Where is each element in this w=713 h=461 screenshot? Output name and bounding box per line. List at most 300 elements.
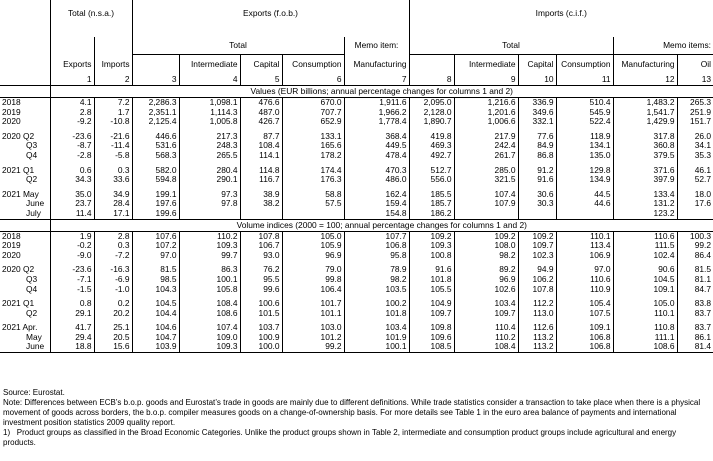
table-cell (556, 209, 613, 219)
section-values-label: Values (EUR billions; annual percentage changes for columns 1 and 2) (50, 86, 713, 98)
row-label: 2021 Apr. (0, 323, 50, 333)
column-number: 3 (132, 75, 179, 86)
footnote-1: 1) Product groups as classified in the Broad Economic Categories. Unlike the product groups shown in Table 2, intermediate and consumption product groups include agricultural and energy products. (3, 428, 677, 447)
corner-cell (0, 0, 50, 37)
table-cell: 379.5 (613, 151, 677, 161)
table-cell: 134.1 (556, 141, 613, 151)
table-cell: 129.8 (556, 166, 613, 176)
table-cell: 84.7 (694, 284, 712, 294)
column-number: 7 (344, 75, 409, 86)
table-row (0, 141, 713, 151)
table-cell: 2.8 (94, 231, 132, 241)
table-cell: 1,483.2 (613, 98, 677, 108)
table-row (0, 98, 713, 108)
table-cell: 98.2 (344, 275, 409, 285)
table-cell: 104.5 (613, 275, 677, 285)
table-cell: 1.9 (50, 231, 94, 241)
table-cell: 109.7 (409, 309, 454, 319)
column-number: 11 (556, 75, 613, 86)
table-cell: 101.8 (409, 275, 454, 285)
table-cell: 7.2 (94, 98, 132, 108)
header-imp-capital: Capital (518, 55, 556, 76)
table-row (0, 190, 713, 200)
table-cell: 110.4 (454, 323, 518, 333)
table-cell: 135.0 (556, 151, 613, 161)
table-cell: 106.8 (556, 333, 613, 343)
header-imports: Imports (94, 55, 132, 76)
table-cell: 107.2 (132, 241, 179, 251)
table-cell: 113.2 (518, 333, 556, 343)
definition-note: Note: Differences between ECB’s b.o.p. goods and Eurostat’s trade in goods are mainly due to different definitions. While trade statistics consider a transaction to take place when there is a physical movement of goods across borders, the b.o.p. compiler measures goods on a change-of-ownership basis. For more details see Table 1 in the euro area balance of payments and international investment position statistics 2009 quality report. (3, 398, 701, 427)
table-cell (454, 209, 518, 219)
table-cell: 1,778.4 (344, 117, 409, 127)
section-values (0, 86, 713, 98)
source-note: Source: Eurostat. (3, 388, 65, 397)
table-cell: 86.3 (179, 265, 240, 275)
table-cell: 100.2 (344, 299, 409, 309)
table-cell: 97.3 (179, 190, 240, 200)
table-cell: 104.5 (132, 299, 179, 309)
table-cell: 1,005.8 (179, 117, 240, 127)
header-exp-intermediate: Intermediate (179, 55, 240, 76)
table-cell: 478.4 (344, 151, 409, 161)
table-cell: 652.9 (282, 117, 344, 127)
table-cell: 106.4 (282, 285, 344, 295)
table-cell: 469.3 (409, 141, 454, 151)
table-cell: 30.6 (518, 190, 556, 200)
row-label: Q4 (0, 285, 50, 295)
table-cell: 108.6 (613, 342, 677, 352)
table-cell: 87.7 (240, 132, 282, 142)
table-cell: 102.6 (454, 285, 518, 295)
table-cell: 2,351.1 (132, 108, 179, 118)
table-cell: -10.8 (94, 117, 132, 127)
table-notes (3, 388, 709, 448)
table-cell: 91.6 (518, 175, 556, 185)
table-cell: 105.9 (282, 241, 344, 251)
row-label: Q2 (0, 309, 50, 319)
column-number: 1 (50, 75, 94, 86)
table-cell: 84.9 (518, 141, 556, 151)
table-cell: 470.3 (344, 166, 409, 176)
header-exports: Exports (50, 55, 94, 76)
table-cell: 99.8 (282, 275, 344, 285)
header-exports-memo: Memo item: (344, 37, 409, 55)
table-cell: 77.6 (518, 132, 556, 142)
row-label: 2021 Q1 (0, 299, 50, 309)
table-cell: 109.7 (518, 241, 556, 251)
table-cell: 46.1 (694, 165, 712, 175)
table-cell: 15.6 (94, 342, 132, 352)
table-cell: 81.4 (677, 342, 713, 352)
table-cell: 111.1 (613, 333, 677, 343)
table-cell (282, 209, 344, 219)
table-row (0, 199, 713, 209)
table-cell: 107.7 (344, 231, 409, 241)
table-cell: 113.0 (518, 309, 556, 319)
table-cell: 107.8 (240, 231, 282, 241)
table-cell: 17.6 (694, 199, 712, 209)
table-cell: -9.0 (50, 251, 94, 261)
table-cell: 217.3 (179, 132, 240, 142)
table-cell: 102.3 (518, 251, 556, 261)
table-cell: 101.2 (282, 333, 344, 343)
table-cell: 110.2 (179, 231, 240, 241)
table-cell: 99.2 (694, 241, 712, 251)
table-cell: 108.5 (409, 342, 454, 352)
table-cell: -5.8 (94, 151, 132, 161)
table-cell: 29.1 (50, 309, 94, 319)
table-cell: 199.6 (132, 209, 179, 219)
table-cell: 100.8 (409, 251, 454, 261)
table-cell: 113.2 (518, 342, 556, 352)
table-cell: 2,095.0 (409, 98, 454, 108)
column-number: 8 (409, 75, 454, 86)
table-body (0, 86, 713, 353)
table-cell: 1,911.6 (344, 98, 409, 108)
table-cell: 109.2 (518, 231, 556, 241)
table-cell: 109.3 (179, 342, 240, 352)
table-cell: 28.4 (94, 199, 132, 209)
table-cell: 52.7 (694, 175, 712, 185)
table-cell: 81.5 (694, 265, 712, 275)
table-cell: 0.3 (94, 241, 132, 251)
table-cell: 57.5 (282, 199, 344, 209)
row-label: 2021 May (0, 190, 50, 200)
table-cell: 568.3 (132, 151, 179, 161)
table-cell: 419.8 (409, 132, 454, 142)
table-cell: 1,966.2 (344, 108, 409, 118)
table-cell: 17.1 (94, 209, 132, 219)
table-cell: -8.7 (50, 141, 94, 151)
table-cell: 486.0 (344, 175, 409, 185)
table-cell: 104.6 (132, 323, 179, 333)
table-cell: 186.2 (409, 209, 454, 219)
table-cell: -1.0 (94, 285, 132, 295)
table-cell: 102.4 (613, 251, 677, 261)
table-cell: 110.2 (454, 333, 518, 343)
row-label: 2020 (0, 117, 50, 127)
table-cell: 670.0 (282, 98, 344, 108)
table-cell: 217.9 (454, 132, 518, 142)
table-cell: 280.4 (179, 166, 240, 176)
table-cell: 91.2 (518, 166, 556, 176)
table-cell: 34.9 (94, 190, 132, 200)
table-cell (179, 209, 240, 219)
header-imports-memo: Memo items: (613, 37, 713, 55)
table-cell: 0.2 (94, 299, 132, 309)
table-cell: 251.9 (690, 107, 712, 117)
table-cell: 103.9 (132, 342, 179, 352)
header-total-nsa: Total (n.s.a.) (50, 0, 132, 37)
table-row (0, 299, 713, 309)
table-cell: 0.3 (94, 166, 132, 176)
table-cell: 1,201.6 (454, 108, 518, 118)
row-label: 2019 (0, 108, 50, 118)
header-exp-manufacturing: Manufacturing (344, 55, 409, 76)
table-cell: 487.0 (240, 108, 282, 118)
table-cell: 185.7 (409, 199, 454, 209)
table-cell: 58.8 (282, 190, 344, 200)
table-row (0, 265, 713, 275)
table-row (0, 108, 713, 118)
table-cell: 18.8 (50, 342, 94, 352)
table-cell: 134.9 (556, 175, 613, 185)
table-cell: 93.0 (240, 251, 282, 261)
table-cell: 0.6 (50, 166, 94, 176)
table-cell: 349.6 (518, 108, 556, 118)
table-cell: 449.5 (344, 141, 409, 151)
table-cell: 531.6 (132, 141, 179, 151)
table-cell: 83.7 (694, 323, 712, 333)
table-cell: 96.9 (454, 275, 518, 285)
table-cell: 100.9 (240, 333, 282, 343)
table-cell: 101.1 (282, 309, 344, 319)
table-cell: 29.4 (50, 333, 94, 343)
table-cell: 23.7 (50, 199, 94, 209)
table-cell: 30.3 (518, 199, 556, 209)
table-cell: 91.6 (409, 265, 454, 275)
table-cell: 332.1 (518, 117, 556, 127)
table-cell: 97.0 (132, 251, 179, 261)
table-cell: 108.6 (179, 309, 240, 319)
row-label: 2018 (0, 98, 50, 108)
table-cell: 98.5 (132, 275, 179, 285)
table-cell: 81.1 (694, 274, 712, 284)
table-cell: 104.4 (132, 309, 179, 319)
table-cell: 105.0 (282, 231, 344, 241)
table-cell: 34.3 (50, 175, 94, 185)
table-cell: 20.2 (94, 309, 132, 319)
table-row (0, 285, 713, 295)
table-cell: 107.9 (454, 199, 518, 209)
table-cell: 317.8 (613, 132, 677, 142)
table-cell: 101.9 (344, 333, 409, 343)
table-cell: 185.5 (409, 190, 454, 200)
table-cell: -16.3 (94, 265, 132, 275)
table-cell: 107.8 (518, 285, 556, 295)
table-cell: -0.2 (50, 241, 94, 251)
table-cell: 86.4 (694, 250, 712, 260)
row-label: 2019 (0, 241, 50, 251)
table-cell: 2.8 (50, 108, 94, 118)
table-cell: 89.2 (454, 265, 518, 275)
table-cell: 104.9 (409, 299, 454, 309)
table-cell: 33.6 (94, 175, 132, 185)
column-number: 9 (454, 75, 518, 86)
table-cell (518, 209, 556, 219)
table-cell: 248.3 (179, 141, 240, 151)
table-cell: -1.5 (50, 285, 94, 295)
table-cell: 197.6 (132, 199, 179, 209)
table-cell: 1,216.6 (454, 98, 518, 108)
table-cell: 105.5 (409, 285, 454, 295)
table-cell: 113.4 (556, 241, 613, 251)
table-cell: 104.7 (132, 333, 179, 343)
column-number: 13 (677, 75, 713, 86)
table-cell: 109.2 (454, 231, 518, 241)
table-cell: 99.2 (282, 342, 344, 352)
column-number: 4 (179, 75, 240, 86)
table-cell: 162.4 (344, 190, 409, 200)
table-cell: 109.1 (613, 285, 677, 295)
table-cell: 106.8 (344, 241, 409, 251)
table-cell: 108.4 (454, 342, 518, 352)
table-cell: 96.9 (282, 251, 344, 261)
table-cell: -23.6 (50, 265, 94, 275)
table-cell: 106.7 (240, 241, 282, 251)
table-cell: 35.3 (694, 150, 712, 160)
table-cell: 336.9 (518, 98, 556, 108)
table-cell: 107.5 (556, 309, 613, 319)
table-cell: 41.7 (50, 323, 94, 333)
column-number: 5 (240, 75, 282, 86)
table-cell: 133.1 (282, 132, 344, 142)
table-cell: 103.5 (344, 285, 409, 295)
table-cell: 101.5 (240, 309, 282, 319)
table-cell: 11.4 (50, 209, 94, 219)
row-label: 2021 Q1 (0, 166, 50, 176)
table-cell: 18.0 (694, 189, 712, 199)
table-cell: 108.4 (179, 299, 240, 309)
table-cell: 100.0 (240, 342, 282, 352)
table-cell: 99.6 (240, 285, 282, 295)
row-label: Q2 (0, 175, 50, 185)
table-cell: 111.5 (613, 241, 677, 251)
table-row (0, 241, 713, 251)
table-cell: 107.4 (179, 323, 240, 333)
table-cell: 109.3 (179, 241, 240, 251)
table-row (0, 275, 713, 285)
table-cell: 103.4 (454, 299, 518, 309)
row-label: July (0, 209, 50, 219)
table-cell: 34.1 (694, 141, 712, 151)
table-cell: 86.1 (694, 332, 712, 342)
section-volumes (0, 219, 713, 231)
table-cell: 105.0 (613, 299, 677, 309)
header-imp-consumption: Consumption (556, 55, 613, 76)
row-label: June (0, 199, 50, 209)
table-cell: 101.7 (282, 299, 344, 309)
table-cell: 285.0 (454, 166, 518, 176)
table-cell: -7.2 (94, 251, 132, 261)
table-cell: 133.4 (613, 190, 677, 200)
table-cell: 114.8 (240, 166, 282, 176)
table-cell: 426.7 (240, 117, 282, 127)
table-row (0, 251, 713, 261)
table-cell: -21.6 (94, 132, 132, 142)
header-imp-oil: Oil (700, 59, 712, 70)
table-cell: 106.8 (556, 342, 613, 352)
table-cell: 261.7 (454, 151, 518, 161)
table-cell: 95.8 (344, 251, 409, 261)
table-cell: 112.2 (518, 299, 556, 309)
table-row (0, 117, 713, 127)
row-label: June (0, 342, 50, 352)
table-row (0, 323, 713, 333)
table-cell: -11.4 (94, 141, 132, 151)
table-cell: 159.4 (344, 199, 409, 209)
table-cell: 76.2 (240, 265, 282, 275)
header-exports-fob: Exports (f.o.b.) (132, 0, 409, 37)
table-cell: 446.6 (132, 132, 179, 142)
header-exp-capital: Capital (240, 55, 282, 76)
table-cell: 492.7 (409, 151, 454, 161)
table-cell: 101.8 (344, 309, 409, 319)
header-imp-manufacturing: Manufacturing (613, 55, 677, 76)
table-cell: 2,286.3 (132, 98, 179, 108)
table-cell: 110.6 (556, 275, 613, 285)
table-cell: 20.5 (94, 333, 132, 343)
row-label: May (0, 333, 50, 343)
table-cell: 1,541.7 (613, 108, 677, 118)
table-cell: 106.9 (556, 251, 613, 261)
table-row (0, 309, 713, 319)
header-exports-total: Total (132, 37, 344, 55)
table-row (0, 342, 713, 352)
table-row (0, 166, 713, 176)
table-cell: 108.0 (454, 241, 518, 251)
table-cell: 123.2 (613, 209, 677, 219)
table-cell: 109.2 (409, 231, 454, 241)
column-number: 2 (94, 75, 132, 86)
table-cell: 110.6 (613, 231, 677, 241)
table-cell: 199.1 (132, 190, 179, 200)
table-row (0, 333, 713, 343)
table-cell: 176.3 (282, 175, 344, 185)
table-cell: 109.6 (409, 333, 454, 343)
table-cell (240, 209, 282, 219)
table-cell: 78.9 (344, 265, 409, 275)
table-cell: 35.0 (50, 190, 94, 200)
table-cell: 110.1 (613, 309, 677, 319)
table-cell: 114.1 (240, 151, 282, 161)
row-label: 2020 Q2 (0, 132, 50, 142)
table-cell: 38.9 (240, 190, 282, 200)
table-cell: -23.6 (50, 132, 94, 142)
table-cell: 103.7 (240, 323, 282, 333)
row-label: 2020 (0, 251, 50, 261)
table-cell: 594.8 (132, 175, 179, 185)
table-row (0, 132, 713, 142)
row-label: Q3 (0, 141, 50, 151)
table-cell: 1,429.9 (613, 117, 677, 127)
table-cell: 397.9 (613, 175, 677, 185)
table-cell: 321.5 (454, 175, 518, 185)
table-cell: 512.7 (409, 166, 454, 176)
table-row (0, 175, 713, 185)
table-cell: 265.3 (690, 97, 712, 107)
table-cell: 100.1 (344, 342, 409, 352)
table-cell: 104.3 (132, 285, 179, 295)
column-numbers-row (0, 75, 713, 86)
table-cell: 105.4 (556, 299, 613, 309)
table-cell: 242.4 (454, 141, 518, 151)
table-cell: 103.0 (282, 323, 344, 333)
table-cell: 556.0 (409, 175, 454, 185)
table-cell: 112.6 (518, 323, 556, 333)
table-cell: 2,125.4 (132, 117, 179, 127)
table-cell: 110.9 (556, 285, 613, 295)
table-cell: 109.3 (409, 241, 454, 251)
table-cell: 109.1 (556, 323, 613, 333)
table-cell: 174.4 (282, 166, 344, 176)
table-cell: 103.4 (344, 323, 409, 333)
table-cell: 110.1 (556, 231, 613, 241)
column-number: 12 (613, 75, 677, 86)
table-cell: 4.1 (50, 98, 94, 108)
table-cell: 107.6 (132, 231, 179, 241)
